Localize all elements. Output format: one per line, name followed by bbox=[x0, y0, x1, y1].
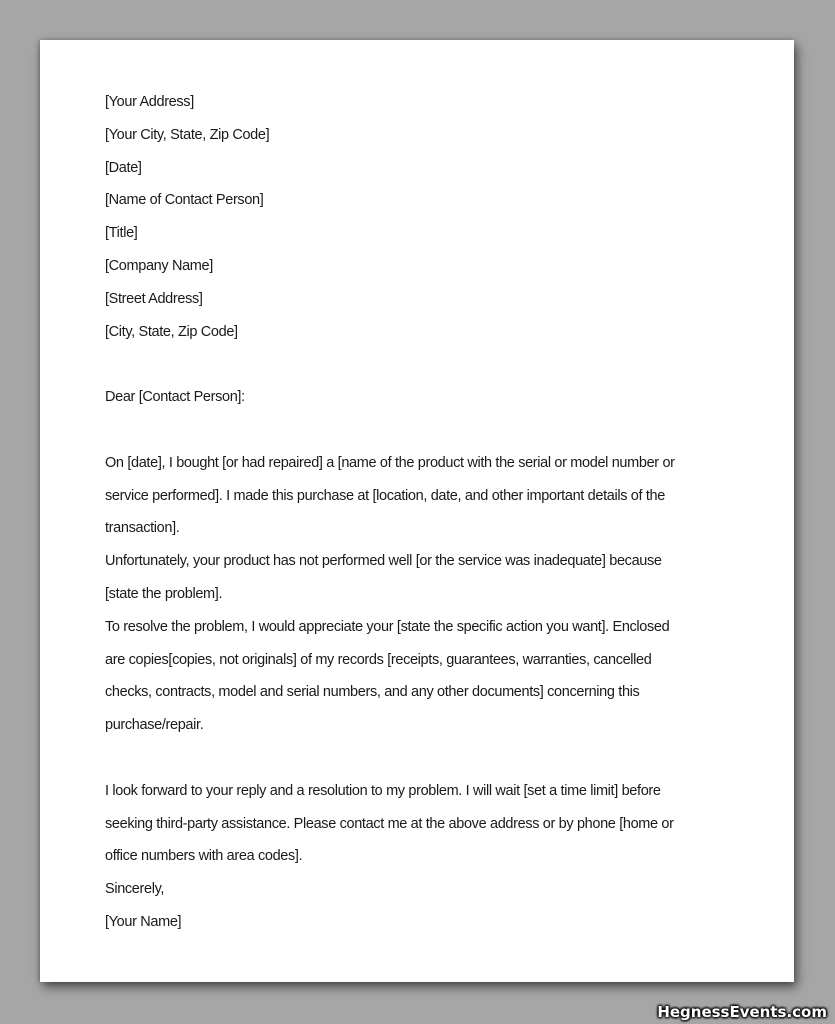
recipient-contact-name: [Name of Contact Person] bbox=[105, 192, 264, 209]
closing-paragraph bbox=[105, 775, 725, 873]
signature-name: [Your Name] bbox=[105, 913, 182, 930]
salutation: Dear [Contact Person]: bbox=[105, 389, 245, 406]
recipient-street: [Street Address] bbox=[105, 290, 203, 307]
letter-content bbox=[105, 86, 725, 939]
signoff: Sincerely, bbox=[105, 881, 165, 898]
recipient-company: [Company Name] bbox=[105, 257, 213, 274]
sender-address: [Your Address] bbox=[105, 94, 194, 110]
body-paragraphs bbox=[105, 447, 725, 742]
recipient-city-state-zip: [City, State, Zip Code] bbox=[105, 323, 238, 340]
body-line: checks, contracts, model and serial numbers, and any other documents] concerning this bbox=[105, 684, 640, 701]
spacer bbox=[105, 742, 725, 775]
spacer bbox=[105, 348, 725, 381]
spacer bbox=[105, 414, 725, 447]
body-line: Unfortunately, your product has not performed well [or the service was inadequate] because bbox=[105, 553, 662, 570]
letter-date: [Date] bbox=[105, 159, 142, 176]
body-line: are copies[copies, not originals] of my records [receipts, guarantees, warranties, cancelled bbox=[105, 651, 652, 668]
closing-line: seeking third-party assistance. Please contact me at the above address or by phone [home or bbox=[105, 815, 674, 832]
body-line: transaction]. bbox=[105, 520, 180, 537]
body-line: service performed]. I made this purchase at [location, date, and other important details of the bbox=[105, 487, 665, 504]
closing-line: I look forward to your reply and a resolution to my problem. I will wait [set a time limit] before bbox=[105, 782, 661, 799]
body-line: To resolve the problem, I would appreciate your [state the specific action you want]. Enclosed bbox=[105, 618, 670, 635]
closing-line: office numbers with area codes]. bbox=[105, 848, 303, 865]
body-line: purchase/repair. bbox=[105, 717, 204, 734]
body-line: On [date], I bought [or had repaired] a [name of the product with the serial or model number or bbox=[105, 454, 675, 471]
site-watermark: HegnessEvents.com bbox=[657, 1003, 827, 1021]
letter-page bbox=[40, 40, 794, 982]
recipient-title: [Title] bbox=[105, 225, 138, 242]
body-line: [state the problem]. bbox=[105, 585, 223, 602]
sender-city-state-zip: [Your City, State, Zip Code] bbox=[105, 126, 270, 143]
